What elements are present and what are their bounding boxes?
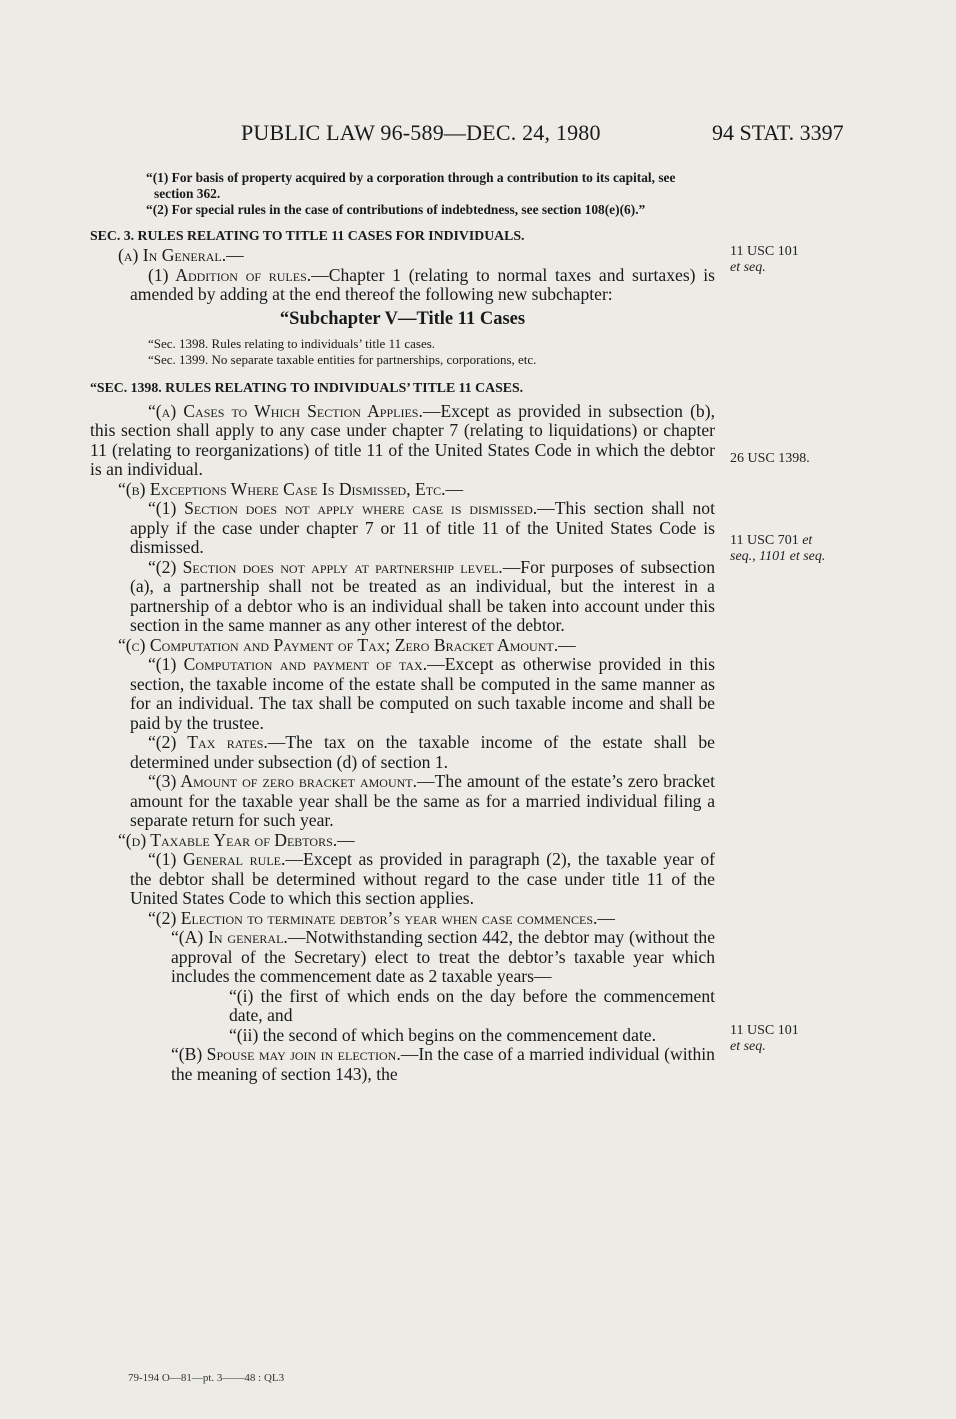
sec1398-b-label: “(b) Exceptions Where Case Is Dismissed, Etc.—	[118, 478, 464, 499]
sec1398-c2-text: —The tax on the taxable income of the estate shall be determined under subsection (d) of section 1.	[130, 732, 715, 772]
margin-citation-3-line-1: 11 USC 701	[730, 533, 799, 548]
section-1398-heading: “SEC. 1398. RULES RELATING TO INDIVIDUALS’ TITLE 11 CASES.	[90, 379, 524, 395]
sec1398-a-text: —Except as provided in subsection (b), this section shall apply to any case under chapter 7 (relating to liquidations) or chapter 11 (relating to reorganizations) of title 11 of the United States Code in which the debtor is an individual.	[90, 400, 715, 479]
sec1398-c3-label: “(3) Amount of zero bracket amount.	[148, 771, 418, 791]
header-stat-number: 94 STAT. 3397	[712, 120, 844, 145]
sec1398-c1-text: —Except as otherwise provided in this section, the taxable income of the estate shall be computed in the same manner as for an individual. The tax shall be computed on such taxable income and shall be paid by the trustee.	[130, 654, 715, 733]
print-footer: 79-194 O—81—pt. 3——48 : QL3	[128, 1372, 285, 1384]
sec1398-c1-label: “(1) Computation and payment of tax.	[148, 654, 428, 674]
sec1398-c2	[90, 733, 715, 772]
margin-citation-2: 26 USC 1398.	[730, 451, 810, 466]
margin-citation-3	[730, 533, 825, 565]
sec1398-dA-label: “(A) In general.	[171, 927, 288, 947]
sec1398-c2-label: “(2) Tax rates.	[148, 732, 268, 752]
sec1398-dii: “(ii) the second of which begins on the commencement date.	[229, 1024, 656, 1045]
sec3-paragraph-1	[90, 266, 715, 305]
sec1398-b2-text: —For purposes of subsection (a), a partnership shall not be treated as an individual, but the interest in a partnership of a debtor who is an individual shall be taken into account under this section in the same manner as any other interest of the debtor.	[130, 556, 715, 635]
sec1398-c3-text: —The amount of the estate’s zero bracket amount for the taxable year shall be the same as for a married individual filing a separate return for such year.	[130, 771, 715, 830]
header-title: PUBLIC LAW 96-589—DEC. 24, 1980	[241, 120, 601, 145]
sec1398-b2-label: “(2) Section does not apply at partnership level.	[148, 556, 503, 577]
sec1398-d1	[90, 850, 715, 909]
margin-citation-1-line-2: et seq.	[730, 260, 766, 275]
margin-citation-3-et: et	[802, 533, 813, 548]
crossref-note-1: “(1) For basis of property acquired by a corporation through a contribution to its capital, see section 362.	[146, 170, 676, 201]
sec1398-di: “(i) the first of which ends on the day before the commencement date, and	[229, 985, 715, 1025]
toc-line-1: “Sec. 1398. Rules relating to individuals’ title 11 cases.	[148, 335, 436, 351]
margin-citation-1	[730, 244, 799, 276]
sec1398-b1-text: —This section shall not apply if the case under chapter 7 or 11 of title 11 of the United States Code is dismissed.	[130, 498, 715, 557]
margin-citation-4	[730, 1023, 799, 1055]
sec1398-dA-text: —Notwithstanding section 442, the debtor may (without the approval of the Secretary) elect to treat the debtor’s taxable year which includes the commencement date as 2 taxable years—	[171, 927, 716, 986]
sec1398-a-label: “(a) Cases to Which Section Applies.	[148, 400, 423, 421]
page-header	[0, 120, 956, 150]
sec1398-d2	[90, 909, 715, 929]
margin-citation-1-line-1: 11 USC 101	[730, 244, 799, 259]
sec1398-dB	[90, 1045, 715, 1084]
sec1398-d1-text: —Except as provided in paragraph (2), the taxable year of the debtor shall be determined without regard to the case under title 11 of the United States Code to which this section applies.	[130, 849, 716, 908]
sec1398-dA	[90, 928, 715, 987]
margin-citation-4-line-1: 11 USC 101	[730, 1023, 799, 1038]
sec1398-c1	[90, 655, 715, 733]
sec1398-d-label: “(d) Taxable Year of Debtors.—	[118, 829, 355, 850]
sec1398-a	[90, 402, 715, 480]
sec3-p1-text: —Chapter 1 (relating to normal taxes and surtaxes) is amended by adding at the end thereof the following new subchapter:	[130, 264, 715, 304]
section-3-heading: SEC. 3. RULES RELATING TO TITLE 11 CASES FOR INDIVIDUALS.	[90, 228, 525, 243]
sec1398-c3	[90, 772, 715, 831]
sec1398-dB-label: “(B) Spouse may join in election.	[171, 1044, 401, 1064]
sec1398-b1	[90, 499, 715, 558]
sec1398-d2-label: “(2) Election to terminate debtor’s year when case commences.—	[148, 907, 616, 928]
toc-line-2: “Sec. 1399. No separate taxable entities for partnerships, corporations, etc.	[148, 351, 537, 367]
sec1398-dB-text: —In the case of a married individual (within the meaning of section 143), the	[171, 1044, 715, 1084]
sec1398-d1-label: “(1) General rule.	[148, 849, 286, 869]
subchapter-title: “Subchapter V—Title 11 Cases	[279, 308, 526, 329]
sec3-p1-label: (1) Addition of rules.	[148, 264, 312, 285]
sec1398-b1-label: “(1) Section does not apply where case is dismissed.	[148, 498, 538, 518]
sec1398-b2	[90, 558, 715, 636]
sec3-a-label: (a) In General.—	[118, 245, 244, 265]
margin-citation-4-line-2: et seq.	[730, 1039, 766, 1054]
sec1398-c-label: “(c) Computation and Payment of Tax; Zero Bracket Amount.—	[118, 634, 576, 655]
main-text-column	[90, 170, 715, 1084]
margin-citation-3-line-2: seq., 1101 et seq.	[730, 549, 826, 564]
crossref-note-2: “(2) For special rules in the case of contributions of indebtedness, see section 108(e)(6).”	[146, 202, 646, 217]
